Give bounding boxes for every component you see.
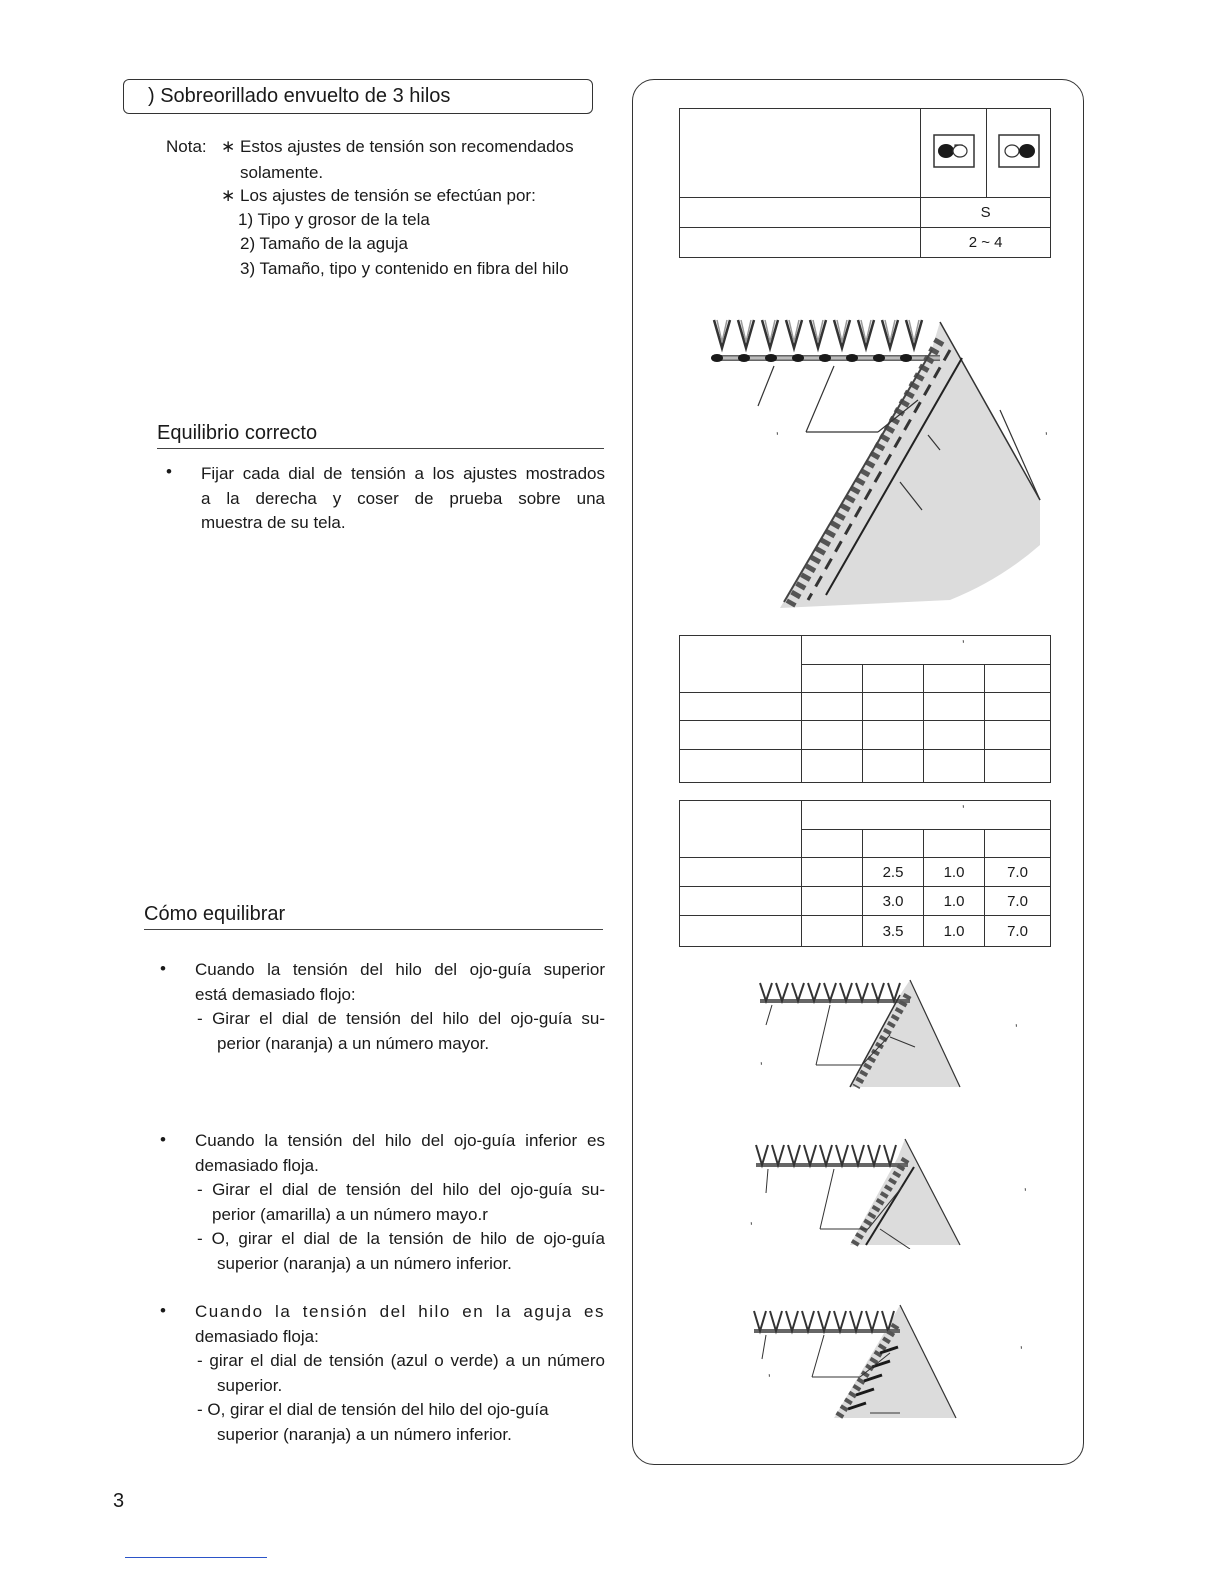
note-line-2: Los ajustes de tensión se efectúan por:: [240, 186, 536, 205]
table-cell: 7.0: [985, 916, 1051, 947]
callout-tick: ʼ: [768, 1372, 771, 1386]
looper-icon-cell-right: [987, 109, 1051, 198]
callout-tick: ʼ: [1015, 1022, 1018, 1036]
note-line-1b: solamente.: [240, 163, 324, 182]
como-bullet-3: Cuando la tensión del hilo en la aguja es demasiado floja: - girar el dial de tensión (azul o verde) a un número superior. - O, girar el dial de tensión del hilo del ojo-guía superior (naranja) a un número inferior.: [195, 1302, 605, 1444]
upper-looper-icon: [933, 134, 975, 168]
table-cell: 3.5: [863, 916, 924, 947]
section-title: ) Sobreorillado envuelto de 3 hilos: [148, 85, 451, 107]
bullet-icon: •: [160, 959, 166, 978]
callout-tick: ʼ: [1045, 430, 1048, 444]
table-cell: 1.0: [924, 887, 985, 916]
table-header-group: ʼ: [802, 636, 1051, 665]
stitch-diagram-upper-loose: [750, 975, 970, 1090]
section-title-box: [123, 79, 593, 114]
note-item-3: 3) Tamaño, tipo y contenido en fibra del hilo: [240, 259, 569, 278]
looper-icon-cell-left: [921, 109, 987, 198]
table-cell: 3.0: [863, 887, 924, 916]
callout-tick: ʼ: [760, 1060, 763, 1074]
stitch-diagram-needle-loose: [750, 1303, 970, 1421]
stitch-diagram-correct: [700, 310, 1060, 610]
settings-row-2-value: 2 ~ 4: [921, 228, 1051, 258]
settings-row-2-label: [680, 228, 921, 258]
table-cell: 1.0: [924, 858, 985, 887]
table-row: [680, 858, 1051, 887]
tension-table: [679, 800, 1051, 947]
note-star-1: ∗: [221, 137, 236, 156]
settings-table: [679, 108, 1051, 258]
note-item-1: 1) Tipo y grosor de la tela: [238, 210, 430, 229]
table-cell: 1.0: [924, 916, 985, 947]
page-number: 3: [113, 1490, 125, 1512]
bullet-icon: •: [160, 1130, 166, 1149]
table-header-group: ʼ: [802, 801, 1051, 830]
callout-tick: ʼ: [1024, 1186, 1027, 1200]
stitch-diagram-lower-loose: [750, 1137, 970, 1249]
como-bullet-1: Cuando la tensión del hilo del ojo-guía superior está demasiado flojo: - Girar el dial de tensión del hilo del ojo-guía su- perior (naranja) a un número mayor.: [195, 960, 605, 1053]
note-label: Nota:: [166, 137, 207, 156]
tension-table-blank: [679, 635, 1051, 783]
settings-row-1-label: [680, 198, 921, 228]
table-header-blank: [680, 636, 802, 693]
lower-looper-icon: [998, 134, 1040, 168]
footer-link-underline: [125, 1557, 267, 1558]
note-line-1: Estos ajustes de tensión son recomendados: [240, 137, 574, 156]
note-item-2: 2) Tamaño de la aguja: [240, 234, 408, 253]
table-row: [680, 916, 1051, 947]
bullet-icon: •: [166, 462, 172, 481]
table-cell: 7.0: [985, 887, 1051, 916]
table-header-blank: [680, 801, 802, 858]
equilibrio-text: Fijar cada dial de tensión a los ajustes mostrados a la derecha y coser de prueba sobre una muestra de su tela.: [201, 464, 605, 532]
como-bullet-2: Cuando la tensión del hilo del ojo-guía inferior es demasiado floja. - Girar el dial de tensión del hilo del ojo-guía su- perior (amarilla) a un número mayo.r - O, girar el dial de la tensión de hilo de ojo-guía superior (naranja) a un número inferior.: [195, 1131, 605, 1273]
table-cell: 7.0: [985, 858, 1051, 887]
callout-tick: ʼ: [750, 1220, 753, 1234]
table-row: [680, 887, 1051, 916]
heading-como: Cómo equilibrar: [144, 903, 603, 930]
settings-header-blank: [680, 109, 921, 198]
table-cell: 2.5: [863, 858, 924, 887]
callout-tick: ʼ: [1020, 1344, 1023, 1358]
heading-equilibrio: Equilibrio correcto: [157, 422, 604, 449]
bullet-icon: •: [160, 1301, 166, 1320]
callout-tick: ʼ: [776, 430, 779, 444]
settings-row-1-value: S: [921, 198, 1051, 228]
note-star-2: ∗: [221, 186, 236, 205]
